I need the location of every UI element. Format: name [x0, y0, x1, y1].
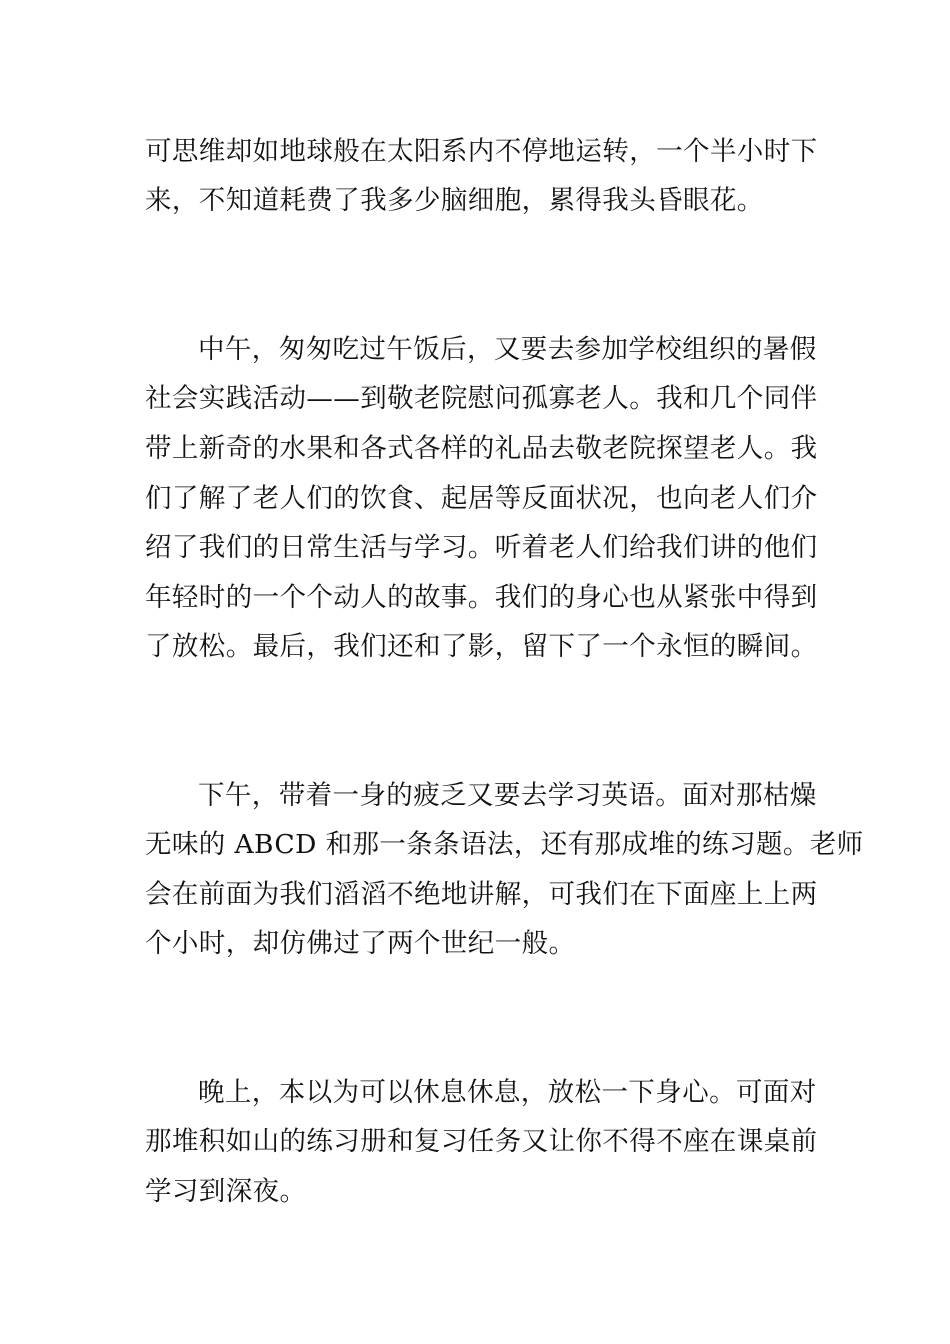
paragraph-2-line-4: 们了解了老人们的饮食、起居等反面状况，也向老人们介	[145, 483, 818, 514]
paragraph-4-line-1: 晚上，本以为可以休息休息，放松一下身心。可面对	[198, 1077, 817, 1108]
paragraph-2-line-1: 中午，匆匆吃过午饭后，又要去参加学校组织的暑假	[198, 334, 817, 365]
paragraph-2-line-2: 社会实践活动——到敬老院慰问孤寡老人。我和几个同伴	[145, 383, 818, 414]
paragraph-3-line-4: 个小时，却仿佛过了两个世纪一般。	[145, 928, 576, 959]
paragraph-3-line-3: 会在前面为我们滔滔不绝地讲解，可我们在下面座上上两	[145, 879, 818, 910]
paragraph-1-line-2: 来，不知道耗费了我多少脑细胞，累得我头昏眼花。	[145, 185, 764, 216]
paragraph-2-line-6: 年轻时的一个个动人的故事。我们的身心也从紧张中得到	[145, 582, 818, 613]
paragraph-3-line-1: 下午，带着一身的疲乏又要去学习英语。面对那枯燥	[198, 780, 817, 811]
paragraph-4-line-3: 学习到深夜。	[145, 1176, 307, 1207]
paragraph-2-line-5: 绍了我们的日常生活与学习。听着老人们给我们讲的他们	[145, 532, 818, 563]
paragraph-2-line-7: 了放松。最后，我们还和了影，留下了一个永恒的瞬间。	[145, 631, 818, 662]
paragraph-1-line-1: 可思维却如地球般在太阳系内不停地运转，一个半小时下	[145, 136, 818, 167]
paragraph-2-line-3: 带上新奇的水果和各式各样的礼品去敬老院探望老人。我	[145, 433, 818, 464]
paragraph-3-line-2: 无味的 ABCD 和那一条条语法，还有那成堆的练习题。老师	[145, 829, 864, 860]
paragraph-4-line-2: 那堆积如山的练习册和复习任务又让你不得不座在课桌前	[145, 1126, 818, 1157]
